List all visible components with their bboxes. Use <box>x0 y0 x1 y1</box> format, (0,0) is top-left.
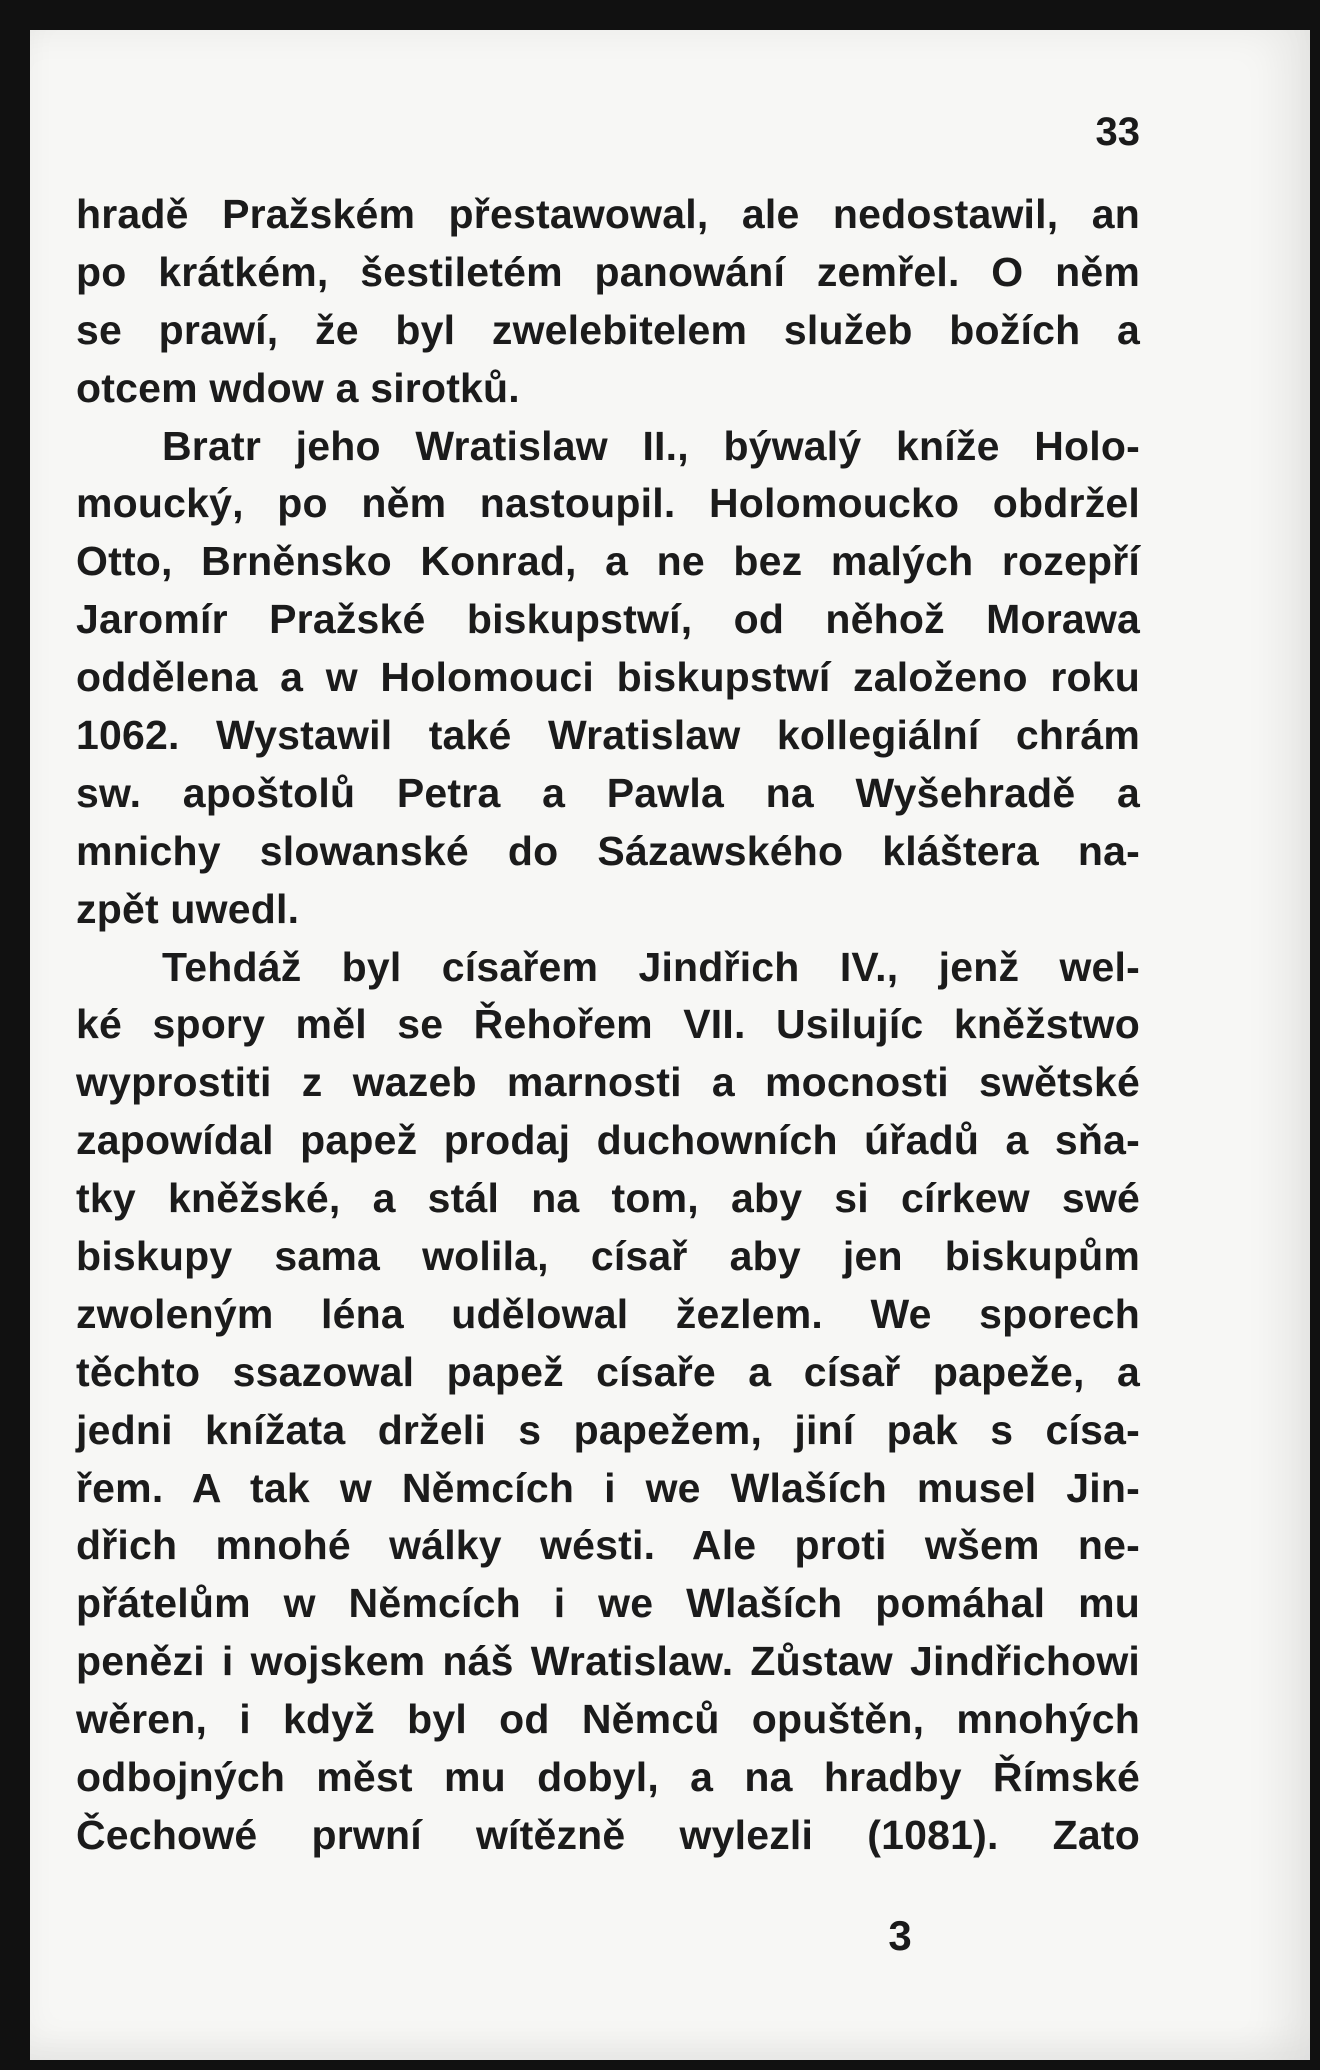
signature-mark: 3 <box>888 1912 912 1959</box>
text-line: hradě Pražském přestawowal, ale nedostawil, an <box>76 191 1140 237</box>
text-line: Jaromír Pražské biskupstwí, od něhož Morawa <box>76 596 1140 643</box>
text-line: Čechowé prwní wítězně wylezli (1081). Zato <box>76 1811 1140 1858</box>
text-line: zpět uwedl. <box>76 885 300 932</box>
page-number: 33 <box>1095 110 1140 154</box>
text-line: Otto, Brněnsko Konrad, a ne bez malých rozepří <box>76 538 1140 585</box>
text-line: přátelům w Němcích i we Wlaších pomáhal mu <box>76 1580 1140 1627</box>
text-line: tky kněžské, a stál na tom, aby si církew swé <box>76 1175 1140 1222</box>
text-line: řem. A tak w Němcích i we Wlaších musel Jin- <box>76 1464 1140 1511</box>
text-line: Bratr jeho Wratislaw II., býwalý kníže Holo- <box>162 422 1140 469</box>
text-line: penězi i wojskem náš Wratislaw. Zůstaw Jindřichowi <box>76 1638 1140 1685</box>
text-line: odbojných měst mu dobyl, a na hradby Římské <box>76 1754 1140 1801</box>
text-line: jedni knížata drželi s papežem, jiní pak s císa- <box>76 1406 1140 1453</box>
text-line: mnichy slowanské do Sázawského kláštera na- <box>76 827 1140 874</box>
book-page <box>30 30 1310 2060</box>
text-line: těchto ssazowal papež císaře a císař papeže, a <box>76 1348 1140 1395</box>
text-line: biskupy sama wolila, císař aby jen biskupům <box>76 1233 1140 1280</box>
text-line: wyprostiti z wazeb marnosti a mocnosti swětské <box>76 1059 1140 1106</box>
text-line: zapowídal papež prodaj duchowních úřadů a sňa- <box>76 1117 1140 1164</box>
text-line: po krátkém, šestiletém panowání zemřel. O něm <box>76 248 1140 295</box>
text-line: zwoleným léna udělowal žezlem. We sporech <box>76 1290 1140 1337</box>
body-text <box>76 186 1140 1865</box>
text-line: 1062. Wystawil také Wratislaw kollegiální chrám <box>76 712 1140 759</box>
text-line: se prawí, že byl zwelebitelem služeb božích a <box>76 306 1140 353</box>
text-line: moucký, po něm nastoupil. Holomoucko obdržel <box>76 480 1140 527</box>
text-line: oddělena a w Holomouci biskupstwí založeno roku <box>76 654 1140 701</box>
text-line: otcem wdow a sirotků. <box>76 364 520 411</box>
text-line: ké spory měl se Řehořem VII. Usilujíc kněžstwo <box>76 1001 1140 1048</box>
text-line: dřich mnohé wálky wésti. Ale proti wšem ne- <box>76 1522 1140 1569</box>
text-line: wěren, i když byl od Němců opuštěn, mnohých <box>76 1696 1140 1743</box>
text-line: sw. apoštolů Petra a Pawla na Wyšehradě a <box>76 769 1140 816</box>
text-line: Tehdáž byl císařem Jindřich IV., jenž wel- <box>162 943 1140 990</box>
